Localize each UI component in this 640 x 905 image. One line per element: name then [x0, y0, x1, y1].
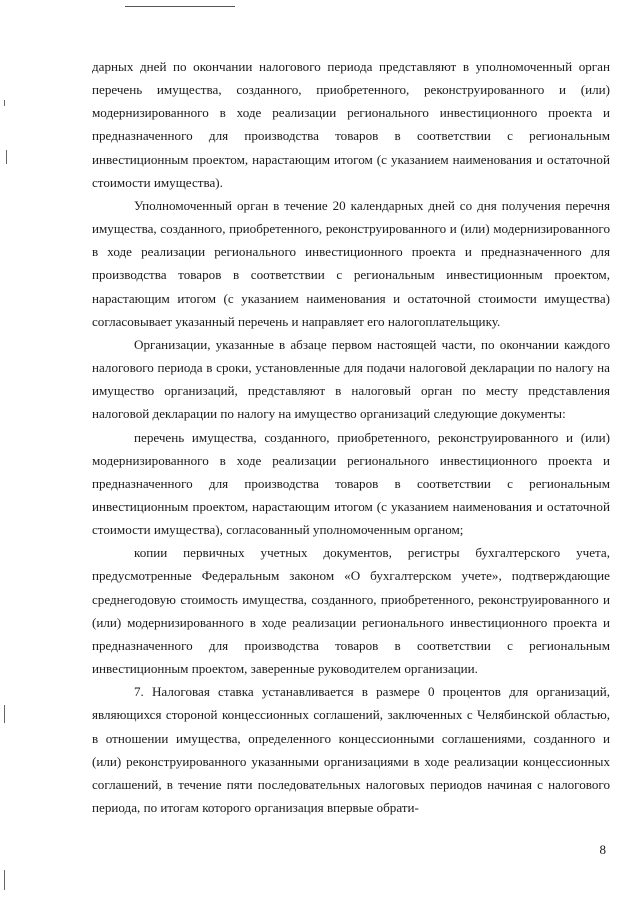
paragraph-6: 7. Налоговая ставка устанавливается в размере 0 процентов для организаций, являющихся стороной концессионных соглашений, заключенных с Челябинской областью, в отношении имущества, определенного концессионными соглашениями, созданного и (или) реконструированного указанными организациями в ходе реализации концессионных соглашений, в течение пяти последовательных налоговых периодов начиная с налогового периода, по итогам которого организация впервые обрати-: [92, 684, 610, 815]
document-body: [92, 55, 610, 819]
paragraph-4: перечень имущества, созданного, приобретенного, реконструированного и (или) модернизированного в ходе реализации регионального инвестиционного проекта и предназначенного для производства товаров в соответствии с региональным инвестиционным проектом, нарастающим итогом (с указанием наименования и остаточной стоимости имущества), согласованный уполномоченным органом;: [92, 429, 610, 538]
paragraph-2: Уполномоченный орган в течение 20 календарных дней со дня получения перечня имущества, созданного, приобретенного, реконструированного и (или) модернизированного в ходе реализации регионального инвестиционного проекта и предназначенного для производства товаров в соответствии с региональным инвестиционным проектом, нарастающим итогом (с указанием наименования и остаточной стоимости имущества) согласовывает указанный перечень и направляет его налогоплательщику.: [92, 197, 610, 329]
scan-mark-left-2: [6, 150, 7, 164]
page-number: 8: [599, 842, 606, 857]
paragraph-5: копии первичных учетных документов, регистры бухгалтерского учета, предусмотренные Федеральным законом «О бухгалтерском учете», подтверждающие среднегодовую стоимость имущества, созданного, приобретенного, реконструированного и (или) модернизированного в ходе реализации регионального инвестиционного проекта и предназначенного для производства товаров в соответствии с региональным инвестиционным проектом, заверенные руководителем организации.: [92, 545, 610, 677]
scan-mark-left-3: [4, 705, 5, 723]
scan-mark-left-1: [4, 100, 5, 106]
paragraph-3: Организации, указанные в абзаце первом настоящей части, по окончании каждого налогового периода в сроки, установленные для подачи налоговой декларации по налогу на имущество организаций, представляют в налоговый орган по месту представления налоговой декларации по налогу на имущество организаций следующие документы:: [92, 336, 610, 422]
header-rule: [125, 6, 235, 7]
scan-mark-left-4: [4, 870, 5, 890]
paragraph-1: дарных дней по окончании налогового периода представляют в уполномоченный орган перечень имущества, созданного, приобретенного, реконструированного и (или) модернизированного в ходе реализации регионального инвестиционного проекта и предназначенного для производства товаров в соответствии с региональным инвестиционным проектом, нарастающим итогом (с указанием наименования и остаточной стоимости имущества).: [92, 59, 610, 190]
